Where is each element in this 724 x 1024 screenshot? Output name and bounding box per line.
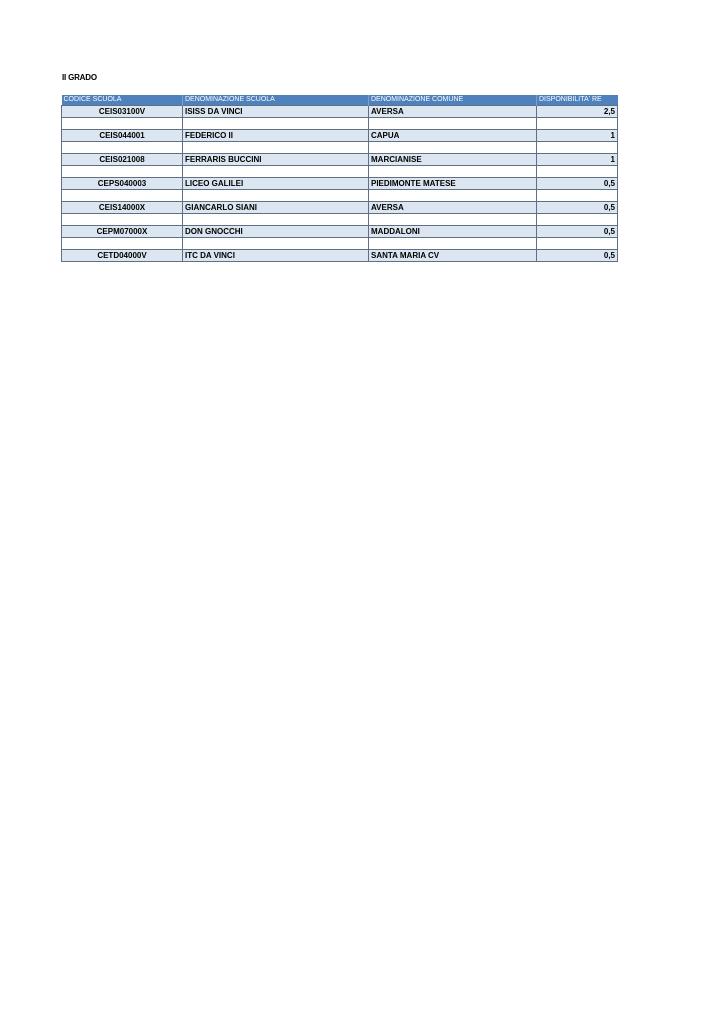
cell-denominazione-comune: MARCIANISE [369, 154, 537, 166]
header-denominazione-scuola: DENOMINAZIONE SCUOLA [183, 95, 369, 106]
spacer-row [62, 190, 618, 202]
schools-table [61, 95, 618, 262]
header-codice-scuola: CODICE SCUOLA [62, 95, 183, 106]
cell-denominazione-comune: AVERSA [369, 202, 537, 214]
cell-disponibilita: 0,5 [537, 178, 618, 190]
cell-disponibilita: 1 [537, 154, 618, 166]
cell-codice-scuola: CEPM07000X [62, 226, 183, 238]
table-row [62, 226, 618, 238]
cell-denominazione-scuola: DON GNOCCHI [183, 226, 369, 238]
cell-disponibilita: 0,5 [537, 202, 618, 214]
cell-codice-scuola: CEIS021008 [62, 154, 183, 166]
table-row [62, 250, 618, 262]
cell-codice-scuola: CEIS14000X [62, 202, 183, 214]
spacer-row [62, 142, 618, 154]
cell-disponibilita: 1 [537, 130, 618, 142]
table-row [62, 130, 618, 142]
spacer-row [62, 166, 618, 178]
cell-denominazione-scuola: GIANCARLO SIANI [183, 202, 369, 214]
cell-codice-scuola: CEIS03100V [62, 106, 183, 118]
cell-denominazione-scuola: FEDERICO II [183, 130, 369, 142]
spacer-row [62, 118, 618, 130]
cell-codice-scuola: CEIS044001 [62, 130, 183, 142]
table-row [62, 178, 618, 190]
header-row [62, 95, 618, 106]
cell-denominazione-scuola: ISISS DA VINCI [183, 106, 369, 118]
cell-codice-scuola: CETD04000V [62, 250, 183, 262]
section-title: II GRADO [62, 73, 97, 82]
spacer-row [62, 238, 618, 250]
cell-denominazione-comune: AVERSA [369, 106, 537, 118]
cell-codice-scuola: CEPS040003 [62, 178, 183, 190]
cell-denominazione-comune: SANTA MARIA CV [369, 250, 537, 262]
cell-denominazione-comune: CAPUA [369, 130, 537, 142]
cell-disponibilita: 0,5 [537, 250, 618, 262]
cell-denominazione-comune: PIEDIMONTE MATESE [369, 178, 537, 190]
cell-denominazione-comune: MADDALONI [369, 226, 537, 238]
header-disponibilita: DISPONIBILITA' RE [537, 95, 618, 106]
cell-disponibilita: 2,5 [537, 106, 618, 118]
cell-denominazione-scuola: FERRARIS BUCCINI [183, 154, 369, 166]
spacer-row [62, 214, 618, 226]
cell-denominazione-scuola: ITC DA VINCI [183, 250, 369, 262]
cell-disponibilita: 0,5 [537, 226, 618, 238]
table-row [62, 154, 618, 166]
header-denominazione-comune: DENOMINAZIONE COMUNE [369, 95, 537, 106]
table-row [62, 202, 618, 214]
cell-denominazione-scuola: LICEO GALILEI [183, 178, 369, 190]
table-row [62, 106, 618, 118]
